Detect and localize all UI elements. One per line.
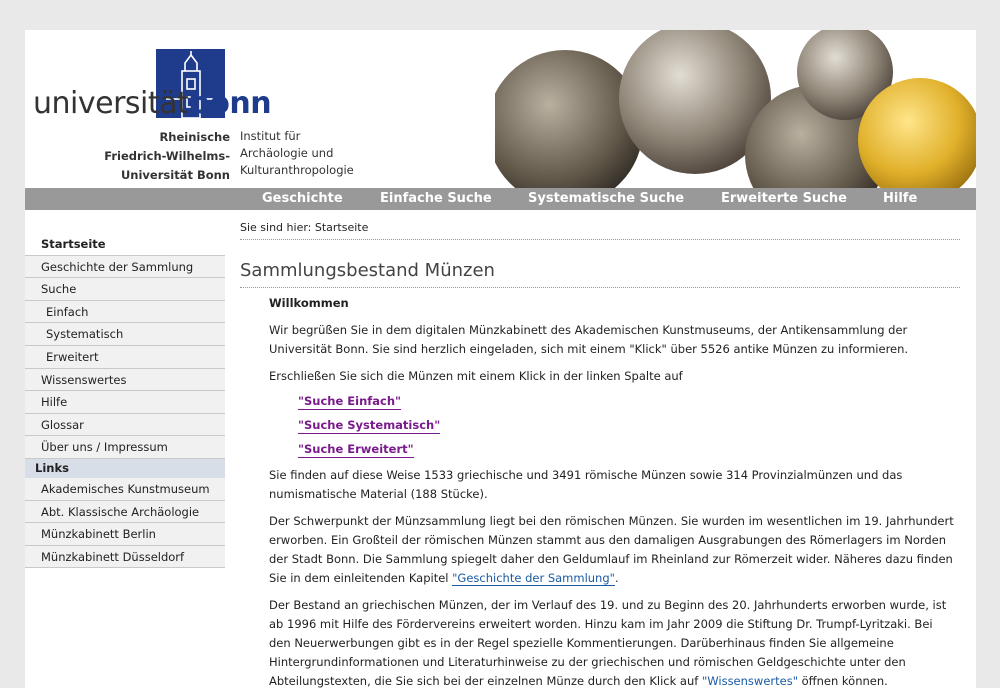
greek-coins-paragraph (269, 596, 954, 688)
search-links (269, 386, 960, 458)
link-geschichte-der-sammlung[interactable]: "Geschichte der Sammlung" (452, 571, 615, 585)
university-line: Universität Bonn (120, 168, 230, 182)
page (25, 30, 976, 688)
sidebar-item-glossar[interactable]: Glossar (25, 414, 225, 437)
holdings-paragraph: Sie finden auf diese Weise 1533 griechische und 3491 römische Münzen sowie 314 Provinzialmünzen und das numismatische Material (188 Stücke). (269, 468, 903, 501)
roman-text: Der Schwerpunkt der Münzsammlung liegt bei den römischen Münzen. Sie wurden im wesentlichen im 19. Jahrhundert erworben. Ein Großteil der römischen Münzen stammt aus den damaligen Ausgrabungen des Römerlagers im Norden der Stadt Bonn. Die Sammlung spiegelt daher den Geldumlauf im Rheinland zur Römerzeit wider. Näheres dazu finden Sie in dem einleitenden Kapitel (269, 514, 954, 585)
institute-name (240, 128, 354, 179)
sidebar-item-startseite[interactable]: Startseite (25, 233, 225, 256)
content-body (240, 294, 960, 386)
top-navigation (25, 188, 976, 210)
institute-line: Institut für (240, 129, 301, 143)
sidebar-item-systematisch[interactable]: Systematisch (25, 323, 225, 346)
university-name (85, 128, 230, 185)
university-line: Friedrich-Wilhelms- (104, 149, 230, 163)
roman-coins-paragraph (269, 512, 954, 588)
university-line: Rheinische (159, 130, 230, 144)
sidebar-links-heading: Links (25, 459, 225, 478)
topnav-erweiterte-suche[interactable]: Erweiterte Suche (721, 191, 847, 206)
header (25, 30, 976, 188)
topnav-einfache-suche[interactable]: Einfache Suche (380, 191, 492, 206)
sidebar-item-geschichte[interactable]: Geschichte der Sammlung (25, 256, 225, 279)
sidebar-link-kunstmuseum[interactable]: Akademisches Kunstmuseum (25, 478, 225, 501)
link-suche-systematisch[interactable]: "Suche Systematisch" (298, 418, 441, 432)
sidebar-item-suche[interactable]: Suche (25, 278, 225, 301)
logo-text-right: bonn (188, 86, 272, 121)
sidebar-link-archaeologie[interactable]: Abt. Klassische Archäologie (25, 501, 225, 524)
logo-text-left: universität (33, 86, 189, 121)
link-suche-einfach[interactable]: "Suche Einfach" (298, 394, 402, 408)
institute-line: Kulturanthropologie (240, 163, 354, 177)
greek-text: Der Bestand an griechischen Münzen, der im Verlauf des 19. und zu Beginn des 20. Jahrhunderts erworben wurde, ist ab 1996 mit Hilfe des Fördervereins erweitert worden. Hinzu kam im Jahr 2009 die Stiftung Dr. Trumpf-Lyritzaki. Bei den Neuerwerbungen gibt es in der Regel spezielle Kommentierungen. Darüberhinaus finden Sie allgemeine Hintergrundinformationen und Literaturhinweise zu der griechischen und römischen Geldgeschichte unter den Abteilungstexten, die Sie sich bei der einzelnen Münze durch den Klick auf (269, 598, 947, 688)
page-title: Sammlungsbestand Münzen (240, 260, 960, 288)
coins-banner-image (495, 30, 976, 188)
link-suche-erweitert[interactable]: "Suche Erweitert" (298, 442, 414, 456)
logo-wordmark[interactable] (33, 86, 271, 121)
sidebar-item-einfach[interactable]: Einfach (25, 301, 225, 324)
intro-paragraph: Wir begrüßen Sie in dem digitalen Münzkabinett des Akademischen Kunstmuseums, der Antikensammlung der Universität Bonn. Sie sind herzlich eingeladen, sich mit einem "Klick" über 5526 antike Münzen zu informieren. (269, 323, 909, 356)
content-body-lower (240, 466, 960, 688)
roman-text-end: . (614, 571, 619, 585)
sidebar-link-duesseldorf[interactable]: Münzkabinett Düsseldorf (25, 546, 225, 569)
sidebar-item-erweitert[interactable]: Erweitert (25, 346, 225, 369)
topnav-systematische-suche[interactable]: Systematische Suche (528, 191, 685, 206)
institute-line: Archäologie und (240, 146, 334, 160)
sidebar-link-berlin[interactable]: Münzkabinett Berlin (25, 523, 225, 546)
topnav-hilfe[interactable]: Hilfe (883, 191, 918, 206)
sidebar-item-hilfe[interactable]: Hilfe (25, 391, 225, 414)
topnav-geschichte[interactable]: Geschichte (262, 191, 343, 206)
greek-text-end: öffnen können. (797, 674, 888, 688)
instruction-paragraph: Erschließen Sie sich die Münzen mit einem Klick in der linken Spalte auf (269, 369, 683, 383)
sidebar (25, 233, 225, 568)
link-wissenswertes[interactable]: "Wissenswertes" (701, 674, 798, 688)
main-content (240, 218, 960, 688)
breadcrumb: Sie sind hier: Startseite (240, 218, 960, 240)
welcome-heading: Willkommen (269, 296, 349, 310)
sidebar-item-impressum[interactable]: Über uns / Impressum (25, 436, 225, 459)
sidebar-item-wissenswertes[interactable]: Wissenswertes (25, 369, 225, 392)
